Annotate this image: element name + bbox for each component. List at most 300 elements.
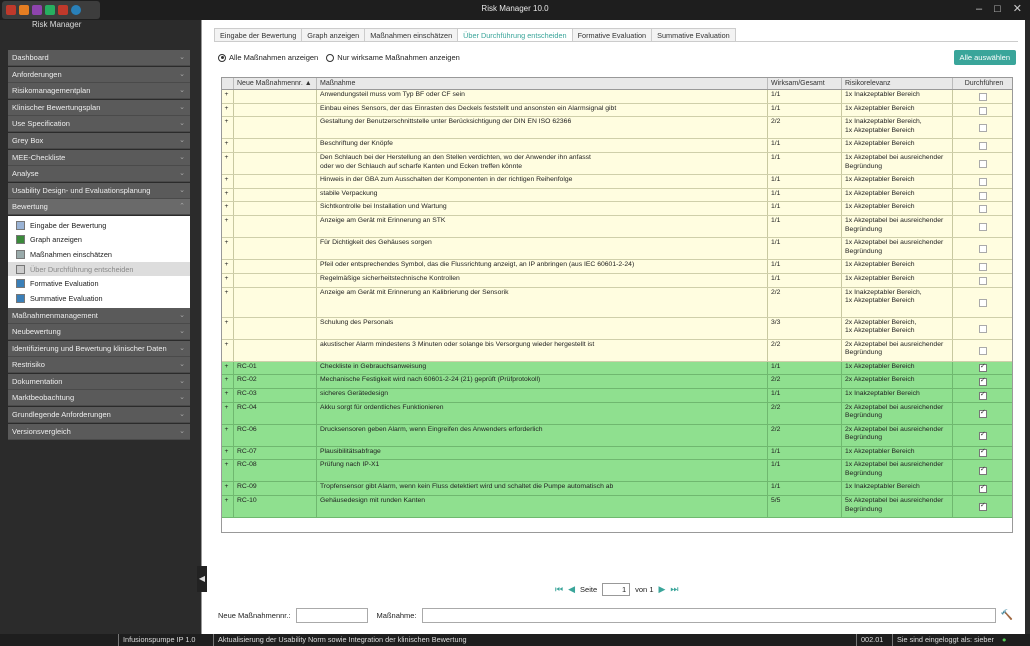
tab-maßnahmen-einschätzen[interactable]: Maßnahmen einschätzen: [364, 28, 458, 42]
sidebar-group-restrisiko[interactable]: [8, 357, 190, 373]
expand-row-button[interactable]: +: [222, 389, 234, 402]
chevron-down-icon: ⌄: [179, 136, 185, 144]
sidebar-group-usability-design-und-evaluationsplanung[interactable]: [8, 183, 190, 199]
table-cell: RC-04: [234, 403, 317, 424]
table-cell: [234, 90, 317, 103]
sidebar-group-versionsvergleich[interactable]: [8, 424, 190, 440]
table-cell: [953, 447, 1012, 460]
table-row[interactable]: [222, 175, 1012, 189]
table-cell: 1/1: [768, 389, 842, 402]
table-cell: Akku sorgt für ordentliches Funktionieren: [317, 403, 768, 424]
sidebar-item-icon: [16, 235, 25, 244]
execute-checkbox[interactable]: [979, 432, 987, 440]
table-cell: [953, 238, 1012, 259]
execute-checkbox[interactable]: [979, 277, 987, 285]
table-cell: [953, 117, 1012, 138]
table-cell: [953, 189, 1012, 202]
execute-checkbox[interactable]: [979, 299, 987, 307]
sidebar-group-label: Neubewertung: [12, 327, 61, 337]
execute-checkbox[interactable]: [979, 205, 987, 213]
expand-row-button[interactable]: +: [222, 425, 234, 446]
table-cell: Pfeil oder entsprechendes Symbol, das die Flussrichtung anzeigt, an IP anbringen (aus IEC 60601-2-24): [317, 260, 768, 273]
sidebar: [8, 50, 190, 440]
execute-checkbox[interactable]: [979, 107, 987, 115]
table-cell: Drucksensoren geben Alarm, wenn Eingreifen des Anwenders erforderlich: [317, 425, 768, 446]
execute-checkbox[interactable]: [979, 245, 987, 253]
chevron-down-icon: ⌄: [179, 120, 185, 128]
table-cell: 1/1: [768, 216, 842, 237]
expand-row-button[interactable]: +: [222, 90, 234, 103]
table-cell: 2/2: [768, 117, 842, 138]
table-row[interactable]: [222, 389, 1012, 403]
chevron-down-icon: ⌄: [179, 328, 185, 336]
table-cell: [953, 139, 1012, 152]
main-panel: [201, 20, 1025, 634]
table-cell: 1/1: [768, 238, 842, 259]
sidebar-group-label: Grey Box: [12, 135, 44, 145]
sidebar-item-icon: [16, 265, 25, 274]
table-cell: [234, 340, 317, 361]
expand-row-button[interactable]: +: [222, 403, 234, 424]
table-cell: [234, 260, 317, 273]
table-cell: [953, 403, 1012, 424]
table-cell: [953, 104, 1012, 117]
table-cell: 1x Akzeptabel bei ausreichender Begründung: [842, 216, 953, 237]
table-cell: 2x Akzeptabel bei ausreichender Begründung: [842, 340, 953, 361]
table-cell: Hinweis in der GBA zum Ausschalten der Komponenten in der richtigen Reihenfolge: [317, 175, 768, 188]
table-cell: 1x Akzeptabler Bereich: [842, 362, 953, 375]
table-cell: RC-08: [234, 460, 317, 481]
table-cell: [234, 238, 317, 259]
table-cell: 1x Akzeptabler Bereich: [842, 175, 953, 188]
expand-row-button[interactable]: +: [222, 175, 234, 188]
table-row[interactable]: [222, 117, 1012, 139]
table-cell: [234, 104, 317, 117]
table-cell: [953, 318, 1012, 339]
table-cell: [953, 389, 1012, 402]
sidebar-group-risikomanagementplan[interactable]: [8, 83, 190, 99]
table-cell: 1/1: [768, 202, 842, 215]
table-cell: [953, 288, 1012, 317]
expand-row-button[interactable]: +: [222, 362, 234, 375]
execute-checkbox[interactable]: [979, 223, 987, 231]
add-measure-icon[interactable]: 🔨: [1000, 610, 1013, 621]
table-cell: Anzeige am Gerät mit Erinnerung an Kalibrierung der Sensorik: [317, 288, 768, 317]
select-all-button[interactable]: Alle auswählen: [954, 50, 1016, 65]
table-cell: Gehäusedesign mit runden Kanten: [317, 496, 768, 517]
execute-checkbox[interactable]: [979, 178, 987, 186]
table-cell: [234, 175, 317, 188]
table-cell: 1x Akzeptabler Bereich: [842, 189, 953, 202]
table-cell: [953, 460, 1012, 481]
table-cell: 2x Akzeptabel bei ausreichender Begründung: [842, 425, 953, 446]
expand-row-button[interactable]: +: [222, 318, 234, 339]
expand-row-button[interactable]: +: [222, 375, 234, 388]
column-header[interactable]: Wirksam/Gesamt: [768, 78, 842, 89]
sidebar-group-analyse[interactable]: [8, 166, 190, 182]
table-cell: 1/1: [768, 175, 842, 188]
table-cell: [953, 216, 1012, 237]
collapse-sidebar-button[interactable]: ◀: [197, 566, 207, 592]
table-cell: 1x Akzeptabler Bereich: [842, 260, 953, 273]
table-row[interactable]: [222, 202, 1012, 216]
table-row[interactable]: [222, 375, 1012, 389]
table-cell: 1x Akzeptabler Bereich: [842, 274, 953, 287]
sidebar-group-dashboard[interactable]: [8, 50, 190, 66]
table-cell: 2/2: [768, 375, 842, 388]
table-cell: 1x Akzeptabel bei ausreichender Begründung: [842, 238, 953, 259]
table-cell: [234, 202, 317, 215]
execute-checkbox[interactable]: [979, 467, 987, 475]
sidebar-item-label: Summative Evaluation: [30, 293, 103, 303]
sidebar-item-icon: [16, 294, 25, 303]
expand-row-button[interactable]: +: [222, 216, 234, 237]
table-row[interactable]: [222, 340, 1012, 362]
execute-checkbox[interactable]: [979, 410, 987, 418]
table-cell: 1/1: [768, 362, 842, 375]
table-row[interactable]: [222, 274, 1012, 288]
table-cell: stabile Verpackung: [317, 189, 768, 202]
app-name: Risk Manager: [32, 20, 82, 29]
new-number-label: Neue Maßnahmennr.:: [218, 611, 291, 620]
status-user: Sie sind eingeloggt als: sieber: [892, 634, 994, 646]
tab-eingabe-der-bewertung[interactable]: Eingabe der Bewertung: [214, 28, 302, 42]
execute-checkbox[interactable]: [979, 124, 987, 132]
table-cell: 1/1: [768, 90, 842, 103]
table-cell: 1x Akzeptabler Bereich: [842, 139, 953, 152]
chevron-down-icon: ⌄: [179, 170, 185, 178]
sidebar-group-label: Identifizierung und Bewertung klinischer Daten: [12, 343, 167, 353]
table-cell: 2/2: [768, 403, 842, 424]
measures-table: [221, 77, 1013, 533]
table-cell: RC-10: [234, 496, 317, 517]
execute-checkbox[interactable]: [979, 93, 987, 101]
table-cell: 1/1: [768, 189, 842, 202]
table-cell: [953, 340, 1012, 361]
table-row[interactable]: [222, 216, 1012, 238]
execute-checkbox[interactable]: [979, 392, 987, 400]
user-icon: ●: [1002, 635, 1007, 644]
page-label: Seite: [580, 585, 598, 594]
last-page-icon[interactable]: ⏭: [670, 584, 679, 594]
table-cell: [953, 260, 1012, 273]
prev-page-icon[interactable]: ◀: [568, 584, 576, 594]
table-cell: [234, 153, 317, 174]
status-project: Infusionspumpe IP 1.0: [118, 634, 195, 646]
table-cell: 2x Akzeptabel bei ausreichender Begründung: [842, 403, 953, 424]
table-cell: 1x Inakzeptabler Bereich: [842, 90, 953, 103]
page-input[interactable]: 1: [602, 583, 630, 596]
expand-row-button[interactable]: +: [222, 460, 234, 481]
chevron-down-icon: ⌄: [179, 394, 185, 402]
table-cell: 1/1: [768, 104, 842, 117]
sidebar-group-label: Dashboard: [12, 53, 49, 62]
column-header[interactable]: Durchführen: [964, 80, 1004, 87]
table-row[interactable]: [222, 90, 1012, 104]
table-cell: RC-02: [234, 375, 317, 388]
table-cell: RC-07: [234, 447, 317, 460]
execute-checkbox[interactable]: [979, 192, 987, 200]
table-cell: 1/1: [768, 447, 842, 460]
tab-über-durchführung-entscheiden[interactable]: Über Durchführung entscheiden: [457, 28, 572, 42]
table-cell: 5/5: [768, 496, 842, 517]
sidebar-group-label: Dokumentation: [12, 376, 63, 386]
sidebar-item-formative-evaluation[interactable]: [8, 276, 190, 291]
table-cell: [953, 482, 1012, 495]
next-page-icon[interactable]: ▶: [658, 584, 666, 594]
chevron-down-icon: ⌄: [179, 311, 185, 319]
sidebar-group-neubewertung[interactable]: [8, 324, 190, 340]
expand-row-button[interactable]: +: [222, 496, 234, 517]
pager: [555, 583, 679, 596]
table-cell: Mechanische Festigkeit wird nach 60601-2-24 (21) geprüft (Prüfprotokoll): [317, 375, 768, 388]
table-row[interactable]: [222, 460, 1012, 482]
minimize-icon[interactable]: –: [976, 3, 983, 15]
sidebar-item-über-durchführung-entscheiden[interactable]: [8, 262, 190, 277]
expand-row-button[interactable]: +: [222, 447, 234, 460]
table-cell: [234, 216, 317, 237]
sidebar-submenu: [8, 216, 190, 308]
sidebar-item-graph-anzeigen[interactable]: [8, 233, 190, 248]
table-cell: [234, 189, 317, 202]
expand-row-button[interactable]: +: [222, 104, 234, 117]
page-count: von 1: [635, 585, 654, 594]
status-bar: [0, 634, 1030, 646]
sidebar-group-label: Maßnahmenmanagement: [12, 310, 98, 320]
sidebar-group-label: Analyse: [12, 169, 39, 179]
sidebar-item-maßnahmen-einschätzen[interactable]: [8, 247, 190, 262]
tab-summative-evaluation[interactable]: Summative Evaluation: [651, 28, 736, 42]
status-message: Aktualisierung der Usability Norm sowie Integration der klinischen Bewertung: [213, 634, 467, 646]
table-cell: 2x Akzeptabler Bereich, 1x Akzeptabler Bereich: [842, 318, 953, 339]
first-page-icon[interactable]: ⏮: [555, 584, 564, 594]
table-cell: 1/1: [768, 482, 842, 495]
tab-bar: [214, 28, 735, 42]
table-cell: 1x Akzeptabel bei ausreichender Begründung: [842, 460, 953, 481]
sidebar-item-label: Graph anzeigen: [30, 235, 82, 245]
sidebar-item-label: Über Durchführung entscheiden: [30, 264, 134, 274]
execute-checkbox[interactable]: [979, 449, 987, 457]
sidebar-group-bewertung[interactable]: [8, 199, 190, 215]
tab-graph-anzeigen[interactable]: Graph anzeigen: [301, 28, 365, 42]
table-cell: Prüfung nach IP-X1: [317, 460, 768, 481]
sidebar-group-label: Restrisiko: [12, 360, 45, 370]
table-cell: RC-03: [234, 389, 317, 402]
table-cell: 1x Inakzeptabler Bereich, 1x Akzeptabler Bereich: [842, 117, 953, 138]
chevron-down-icon: ⌄: [179, 377, 185, 385]
table-cell: Plausibilitätsabfrage: [317, 447, 768, 460]
column-header[interactable]: Neue Maßnahmennr. ▲: [234, 78, 317, 89]
table-cell: 2/2: [768, 425, 842, 446]
sidebar-item-label: Maßnahmen einschätzen: [30, 249, 112, 259]
sidebar-item-icon: [16, 250, 25, 259]
table-cell: Gestaltung der Benutzerschnittstelle unter Berücksichtigung der DIN EN ISO 62366: [317, 117, 768, 138]
execute-checkbox[interactable]: [979, 142, 987, 150]
table-row[interactable]: [222, 425, 1012, 447]
expand-row-button[interactable]: +: [222, 274, 234, 287]
table-cell: Sichtkontrolle bei Installation und Wartung: [317, 202, 768, 215]
sidebar-item-icon: [16, 221, 25, 230]
table-row[interactable]: [222, 362, 1012, 376]
table-cell: sicheres Gerätedesign: [317, 389, 768, 402]
expand-row-button[interactable]: +: [222, 238, 234, 259]
chevron-down-icon: ⌄: [179, 54, 185, 61]
title-bar: [0, 0, 1030, 20]
table-header: [222, 78, 1012, 90]
table-row[interactable]: [222, 496, 1012, 518]
column-header[interactable]: Risikorelevanz: [842, 78, 953, 89]
chevron-down-icon: ⌄: [179, 427, 185, 435]
table-row[interactable]: [222, 189, 1012, 203]
sidebar-group-marktbeobachtung[interactable]: [8, 390, 190, 406]
table-cell: [234, 139, 317, 152]
table-cell: 5x Akzeptabel bei ausreichender Begründung: [842, 496, 953, 517]
table-row[interactable]: [222, 482, 1012, 496]
sidebar-item-summative-evaluation[interactable]: [8, 291, 190, 306]
table-cell: 2/2: [768, 340, 842, 361]
sidebar-group-klinischer-bewertungsplan[interactable]: [8, 100, 190, 116]
chevron-down-icon: ⌄: [179, 361, 185, 369]
sidebar-group-dokumentation[interactable]: [8, 374, 190, 390]
execute-checkbox[interactable]: [979, 347, 987, 355]
table-cell: Anwendungsteil muss vom Typ BF oder CF sein: [317, 90, 768, 103]
expand-row-button[interactable]: +: [222, 202, 234, 215]
chevron-down-icon: ⌄: [179, 344, 185, 352]
sidebar-group-grey-box[interactable]: [8, 133, 190, 149]
table-cell: [953, 175, 1012, 188]
sidebar-group-use-specification[interactable]: [8, 116, 190, 132]
table-cell: 1/1: [768, 153, 842, 174]
table-row[interactable]: [222, 403, 1012, 425]
table-cell: RC-01: [234, 362, 317, 375]
expand-row-button[interactable]: +: [222, 117, 234, 138]
table-row[interactable]: [222, 288, 1012, 318]
expand-row-button[interactable]: +: [222, 260, 234, 273]
table-cell: 1x Inakzeptabler Bereich: [842, 482, 953, 495]
execute-checkbox[interactable]: [979, 503, 987, 511]
sidebar-group-maßnahmenmanagement[interactable]: [8, 308, 190, 324]
execute-checkbox[interactable]: [979, 325, 987, 333]
table-cell: 1x Inakzeptabler Bereich: [842, 389, 953, 402]
table-cell: 1x Akzeptabel bei ausreichender Begründung: [842, 153, 953, 174]
sidebar-group-label: Bewertung: [12, 202, 48, 212]
table-cell: 2/2: [768, 288, 842, 317]
expand-row-button[interactable]: +: [222, 288, 234, 317]
column-header[interactable]: Maßnahme: [317, 78, 768, 89]
table-cell: 1x Akzeptabler Bereich: [842, 104, 953, 117]
expand-row-button[interactable]: +: [222, 189, 234, 202]
table-cell: [234, 288, 317, 317]
execute-checkbox[interactable]: [979, 263, 987, 271]
table-cell: 1/1: [768, 139, 842, 152]
table-cell: 1x Akzeptabler Bereich: [842, 202, 953, 215]
sidebar-item-eingabe-der-bewertung[interactable]: [8, 218, 190, 233]
sidebar-group-label: Anforderungen: [12, 69, 62, 79]
table-cell: Beschriftung der Knöpfe: [317, 139, 768, 152]
table-cell: Checkliste in Gebrauchsanweisung: [317, 362, 768, 375]
table-cell: 1/1: [768, 260, 842, 273]
column-header[interactable]: [222, 78, 234, 89]
table-cell: [234, 117, 317, 138]
chevron-down-icon: ⌄: [179, 153, 185, 161]
table-row[interactable]: [222, 260, 1012, 274]
chevron-up-icon: ⌃: [179, 203, 185, 211]
new-measure-row: [218, 608, 996, 623]
table-cell: Einbau eines Sensors, der das Einrasten des Deckels feststellt und ansonsten ein Alarmsignal gibt: [317, 104, 768, 117]
table-cell: Tropfensensor gibt Alarm, wenn kein Fluss detektiert wird und schaltet die Pumpe automatisch ab: [317, 482, 768, 495]
sidebar-group-anforderungen[interactable]: [8, 67, 190, 83]
sidebar-group-label: Risikomanagementplan: [12, 86, 91, 96]
chevron-down-icon: ⌄: [179, 103, 185, 111]
sidebar-item-label: Eingabe der Bewertung: [30, 220, 107, 230]
table-cell: RC-09: [234, 482, 317, 495]
tab-formative-evaluation[interactable]: Formative Evaluation: [572, 28, 653, 42]
table-cell: 1/1: [768, 460, 842, 481]
filter-options: [218, 53, 460, 62]
execute-checkbox[interactable]: [979, 160, 987, 168]
expand-row-button[interactable]: +: [222, 139, 234, 152]
sidebar-group-label: Versionsvergleich: [12, 426, 71, 436]
expand-row-button[interactable]: +: [222, 153, 234, 174]
table-cell: RC-06: [234, 425, 317, 446]
chevron-down-icon: ⌄: [179, 411, 185, 419]
radio-effective-measures[interactable]: [326, 53, 460, 62]
sidebar-group-label: Klinischer Bewertungsplan: [12, 102, 101, 112]
execute-checkbox[interactable]: [979, 364, 987, 372]
sidebar-item-icon: [16, 279, 25, 288]
radio-all-label: Alle Maßnahmen anzeigen: [229, 53, 319, 62]
table-cell: [953, 496, 1012, 517]
sidebar-group-grundlegende-anforderungen[interactable]: [8, 407, 190, 423]
status-version: 002.01: [856, 634, 883, 646]
table-row[interactable]: [222, 104, 1012, 118]
sidebar-group-label: MEE-Checkliste: [12, 152, 66, 162]
maximize-icon[interactable]: □: [994, 3, 1001, 15]
table-cell: [234, 274, 317, 287]
execute-checkbox[interactable]: [979, 485, 987, 493]
table-cell: 1x Inakzeptabler Bereich, 1x Akzeptabler Bereich: [842, 288, 953, 317]
table-row[interactable]: [222, 447, 1012, 461]
expand-row-button[interactable]: +: [222, 482, 234, 495]
table-cell: Den Schlauch bei der Herstellung an den Stellen verdichten, wo der Anwender ihn anfasst oder wo der Schlauch auf scharfe Kanten und Ecken treffen könnte: [317, 153, 768, 174]
window-title: Risk Manager 10.0: [481, 4, 549, 13]
chevron-down-icon: ⌄: [179, 70, 185, 78]
table-cell: akustischer Alarm mindestens 3 Minuten oder solange bis Versorgung wieder hergestellt ist: [317, 340, 768, 361]
table-cell: [953, 375, 1012, 388]
new-number-input[interactable]: [296, 608, 368, 623]
expand-row-button[interactable]: +: [222, 340, 234, 361]
table-row[interactable]: [222, 318, 1012, 340]
table-row[interactable]: [222, 139, 1012, 153]
new-measure-label: Maßnahme:: [376, 611, 417, 620]
table-cell: [953, 362, 1012, 375]
table-cell: [953, 274, 1012, 287]
table-cell: Regelmäßige sicherheitstechnische Kontrollen: [317, 274, 768, 287]
sidebar-group-identifizierung-und-bewertung-klinischer-daten[interactable]: [8, 341, 190, 357]
execute-checkbox[interactable]: [979, 378, 987, 386]
sidebar-item-label: Formative Evaluation: [30, 279, 99, 289]
new-measure-input[interactable]: [422, 608, 996, 623]
radio-all-measures[interactable]: [218, 53, 318, 62]
table-cell: [953, 153, 1012, 174]
sidebar-group-label: Usability Design- und Evaluationsplanung: [12, 185, 151, 195]
radio-effective-label: Nur wirksame Maßnahmen anzeigen: [337, 53, 460, 62]
table-row[interactable]: [222, 153, 1012, 175]
table-cell: 3/3: [768, 318, 842, 339]
table-row[interactable]: [222, 238, 1012, 260]
close-icon[interactable]: ✕: [1012, 3, 1022, 15]
sidebar-group-mee-checkliste[interactable]: [8, 150, 190, 166]
